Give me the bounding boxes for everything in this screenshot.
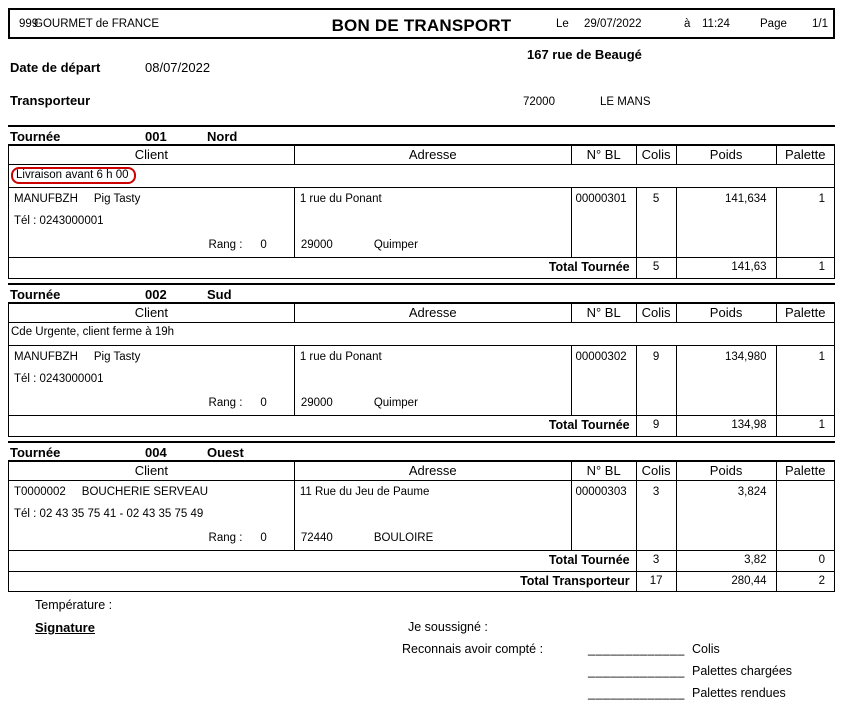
adresse-cell xyxy=(294,481,571,550)
total-tournee-label: Total Tournée xyxy=(548,418,630,432)
count-label-colis: Colis xyxy=(692,642,720,656)
adresse-postal: 29000 xyxy=(300,239,333,251)
departure-date-label: Date de départ xyxy=(10,60,101,75)
count-label-palettes-chargees: Palettes chargées xyxy=(692,664,793,678)
tournee-note-row xyxy=(9,323,834,346)
table-header-row xyxy=(9,462,834,481)
date-label: Le xyxy=(556,18,569,30)
tournee-label: Tournée xyxy=(10,287,61,302)
grand-total-poids: 280,44 xyxy=(676,572,776,591)
grand-total-palette: 2 xyxy=(776,572,834,591)
temperature-label: Température : xyxy=(35,598,113,612)
total-tournee-row xyxy=(9,416,834,436)
total-tournee-row xyxy=(9,258,834,278)
adresse-cell xyxy=(294,188,571,257)
client-cell xyxy=(9,346,294,415)
rang-label: Rang : xyxy=(208,532,243,544)
col-header-adresse: Adresse xyxy=(294,462,571,480)
client-rang xyxy=(209,532,267,544)
col-header-adresse: Adresse xyxy=(294,146,571,164)
col-header-client: Client xyxy=(134,463,169,478)
col-header-nbl: N° BL xyxy=(571,146,636,164)
nbl-value: 00000301 xyxy=(571,188,636,257)
print-time: 11:24 xyxy=(702,18,730,30)
colis-value: 9 xyxy=(636,346,676,415)
col-header-nbl: N° BL xyxy=(571,462,636,480)
tournee-name: Nord xyxy=(207,129,238,144)
col-header-nbl: N° BL xyxy=(571,304,636,322)
client-cell xyxy=(9,188,294,257)
tournee-label: Tournée xyxy=(10,129,61,144)
poids-value: 141,634 xyxy=(676,188,776,257)
total-tournee-label: Total Tournée xyxy=(548,553,630,567)
tournee-note-cell xyxy=(9,165,834,187)
rang-value: 0 xyxy=(260,532,267,544)
total-tournee-row xyxy=(9,551,834,571)
colis-value: 3 xyxy=(636,481,676,550)
signature-label: Signature xyxy=(35,620,95,635)
client-cell xyxy=(9,481,294,550)
total-colis: 9 xyxy=(636,416,676,436)
company-address: 167 rue de Beaugé xyxy=(527,47,642,62)
client-identity xyxy=(14,486,208,498)
tournee-title-row xyxy=(8,125,835,144)
tournee-section-002 xyxy=(8,283,835,437)
adresse-city: Quimper xyxy=(373,239,418,251)
tournee-number: 004 xyxy=(145,445,167,460)
total-colis: 3 xyxy=(636,551,676,571)
adresse-city: BOULOIRE xyxy=(373,532,434,544)
client-name: Pig Tasty xyxy=(93,193,141,205)
client-code: T0000002 xyxy=(14,486,66,498)
departure-date-value: 08/07/2022 xyxy=(145,60,211,75)
total-palette: 1 xyxy=(776,416,834,436)
transporter-label: Transporteur xyxy=(10,93,91,108)
poids-value: 3,824 xyxy=(676,481,776,550)
client-phone: Tél : 0243000001 xyxy=(14,215,104,227)
client-phone: Tél : 0243000001 xyxy=(14,373,104,385)
colis-value: 5 xyxy=(636,188,676,257)
print-date: 29/07/2022 xyxy=(584,18,642,30)
rang-label: Rang : xyxy=(208,397,243,409)
total-poids: 141,63 xyxy=(676,258,776,278)
tournee-label: Tournée xyxy=(10,445,61,460)
poids-value: 134,980 xyxy=(676,346,776,415)
client-rang xyxy=(209,239,267,251)
page-number: 1/1 xyxy=(812,18,828,30)
tournee-table xyxy=(8,460,835,592)
company-name: GOURMET de FRANCE xyxy=(34,18,160,30)
total-poids: 3,82 xyxy=(676,551,776,571)
client-name: BOUCHERIE SERVEAU xyxy=(81,486,209,498)
total-tournee-label: Total Tournée xyxy=(548,260,630,274)
company-postal-code: 72000 xyxy=(523,96,555,108)
company-code: 999 xyxy=(19,18,39,30)
tournee-section-001 xyxy=(8,125,835,279)
col-header-poids: Poids xyxy=(676,146,776,164)
palette-value: 1 xyxy=(776,346,834,415)
client-code: MANUFBZH xyxy=(14,193,78,205)
adresse-city: Quimper xyxy=(373,397,418,409)
tournee-title-row xyxy=(8,283,835,302)
adresse-cell xyxy=(294,346,571,415)
reconnais-label: Reconnais avoir compté : xyxy=(402,642,544,656)
tournee-table xyxy=(8,144,835,279)
total-palette: 0 xyxy=(776,551,834,571)
client-identity xyxy=(14,351,140,363)
col-header-client: Client xyxy=(134,147,169,162)
page-title: BON DE TRANSPORT xyxy=(331,16,512,35)
tournee-number: 001 xyxy=(145,129,167,144)
adresse-postal: 72440 xyxy=(300,532,333,544)
col-header-poids: Poids xyxy=(676,462,776,480)
palette-value xyxy=(776,481,834,550)
rang-label: Rang : xyxy=(208,239,243,251)
page-label: Page xyxy=(760,18,787,30)
client-rang xyxy=(209,397,267,409)
rang-value: 0 xyxy=(260,397,267,409)
adresse-street: 1 rue du Ponant xyxy=(299,193,382,205)
total-poids: 134,98 xyxy=(676,416,776,436)
col-header-client: Client xyxy=(134,305,169,320)
count-blank-palettes-rendues: _____________ xyxy=(588,686,685,700)
client-phone: Tél : 02 43 35 75 41 - 02 43 35 75 49 xyxy=(14,508,204,520)
count-label-palettes-rendues: Palettes rendues xyxy=(692,686,786,700)
total-transporteur-row xyxy=(9,571,834,591)
tournee-section-004 xyxy=(8,441,835,592)
col-header-palette: Palette xyxy=(776,462,834,480)
col-header-colis: Colis xyxy=(636,304,676,322)
adresse-city-line xyxy=(301,397,418,409)
col-header-adresse: Adresse xyxy=(294,304,571,322)
client-name: Pig Tasty xyxy=(93,351,141,363)
client-row xyxy=(9,188,834,258)
adresse-city-line xyxy=(301,239,418,251)
col-header-poids: Poids xyxy=(676,304,776,322)
client-row xyxy=(9,481,834,551)
nbl-value: 00000302 xyxy=(571,346,636,415)
adresse-city-line xyxy=(301,532,433,544)
total-transporteur-label: Total Transporteur xyxy=(520,574,630,588)
info-block xyxy=(8,39,835,125)
adresse-street: 1 rue du Ponant xyxy=(299,351,382,363)
col-header-colis: Colis xyxy=(636,462,676,480)
adresse-street: 11 Rue du Jeu de Paume xyxy=(299,486,430,498)
table-header-row xyxy=(9,146,834,165)
count-blank-colis: _____________ xyxy=(588,642,685,656)
client-row xyxy=(9,346,834,416)
total-colis: 5 xyxy=(636,258,676,278)
company-city: LE MANS xyxy=(600,96,651,108)
col-header-colis: Colis xyxy=(636,146,676,164)
rang-value: 0 xyxy=(260,239,267,251)
tournee-number: 002 xyxy=(145,287,167,302)
tournee-note-row xyxy=(9,165,834,188)
col-header-palette: Palette xyxy=(776,146,834,164)
client-identity xyxy=(14,193,140,205)
table-header-row xyxy=(9,304,834,323)
grand-total-colis: 17 xyxy=(636,572,676,591)
signature-footer xyxy=(8,592,835,706)
palette-value: 1 xyxy=(776,188,834,257)
at-label: à xyxy=(684,18,691,30)
soussigne-label: Je soussigné : xyxy=(408,620,488,634)
count-blank-palettes-chargees: _____________ xyxy=(588,664,685,678)
tournee-name: Ouest xyxy=(207,445,244,460)
client-code: MANUFBZH xyxy=(14,351,78,363)
document-header xyxy=(8,8,835,39)
tournee-title-row xyxy=(8,441,835,460)
tournee-note-cell: Cde Urgente, client ferme à 19h xyxy=(11,326,175,338)
adresse-postal: 29000 xyxy=(300,397,333,409)
nbl-value: 00000303 xyxy=(571,481,636,550)
col-header-palette: Palette xyxy=(776,304,834,322)
tournee-note-highlighted: Livraison avant 6 h 00 xyxy=(11,167,136,184)
tournee-table xyxy=(8,302,835,437)
total-palette: 1 xyxy=(776,258,834,278)
tournee-name: Sud xyxy=(207,287,232,302)
